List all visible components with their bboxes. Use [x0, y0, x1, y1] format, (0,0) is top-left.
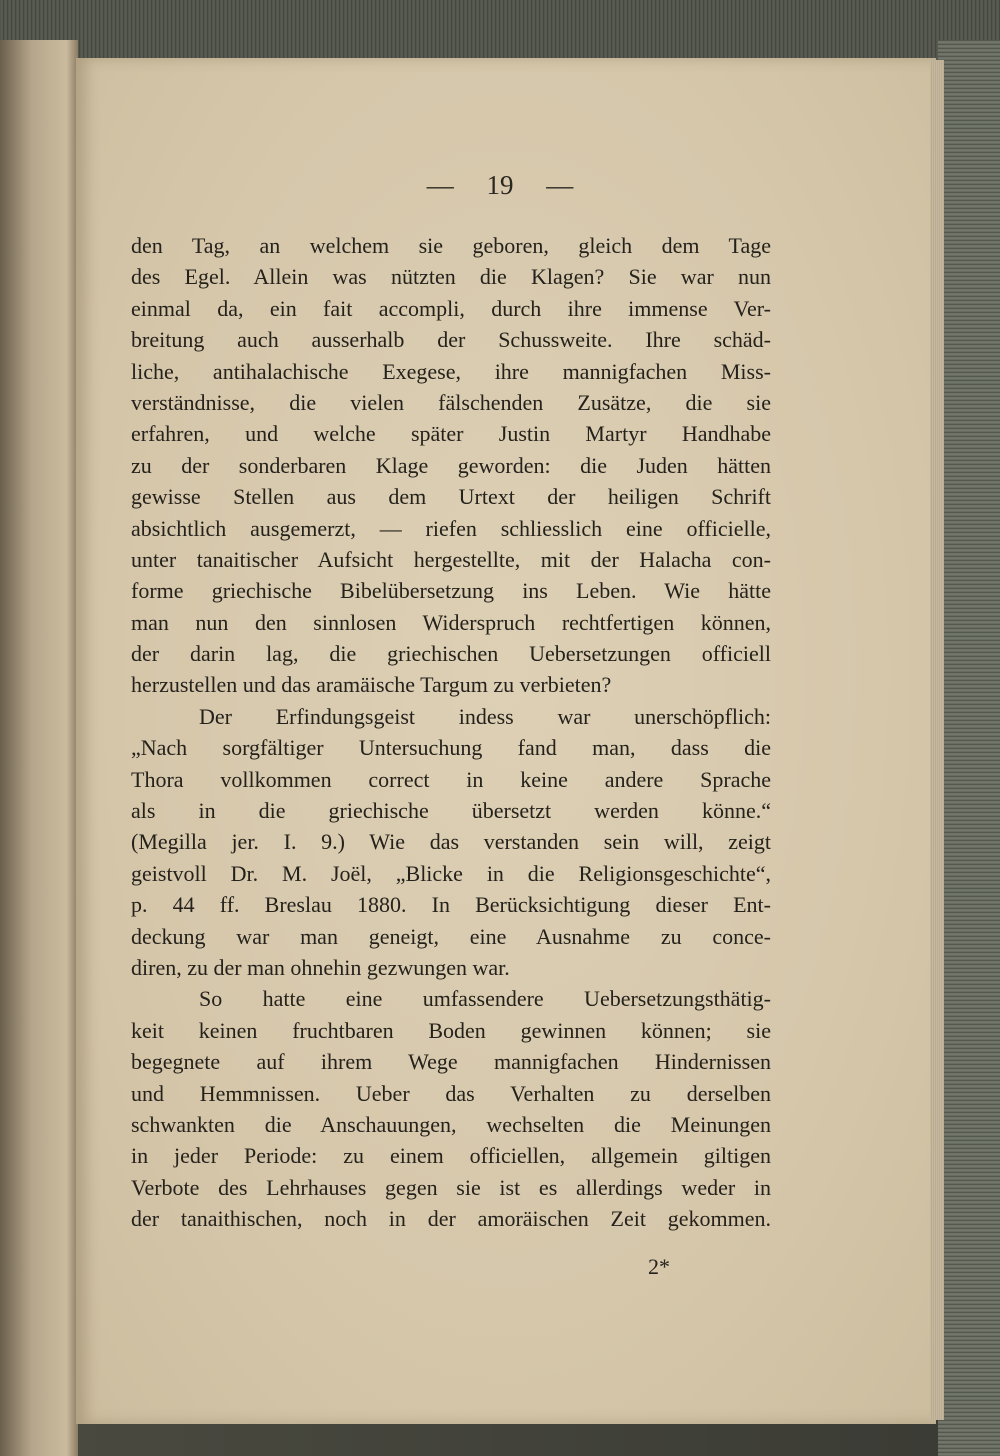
text-line: einmal da, ein fait accompli, durch ihre immense Ver- — [131, 295, 771, 321]
header-dash-right: — — [546, 170, 574, 200]
text-line: liche, antihalachische Exegese, ihre mannigfachen Miss- — [131, 358, 771, 384]
text-line: herzustellen und das aramäische Targum zu verbieten? — [131, 672, 612, 698]
book-right-cover — [938, 40, 1000, 1456]
text-line: unter tanaitischer Aufsicht hergestellte, mit der Halacha con- — [131, 546, 771, 572]
text-line: der tanaithischen, noch in der amoräischen Zeit gekommen. — [131, 1206, 771, 1232]
text-line: absichtlich ausgemerzt, — riefen schliesslich eine officielle, — [131, 515, 771, 541]
body-text — [131, 230, 771, 1235]
book-left-board — [0, 40, 78, 1456]
page-number: 19 — [486, 170, 514, 200]
text-line: schwankten die Anschauungen, wechselten die Meinungen — [131, 1111, 771, 1137]
text-line: Der Erfindungsgeist indess war unerschöpflich: — [199, 703, 771, 729]
text-line: „Nach sorgfältiger Untersuchung fand man, dass die — [131, 735, 771, 761]
text-line: begegnete auf ihrem Wege mannigfachen Hindernissen — [131, 1049, 771, 1075]
text-line: der darin lag, die griechischen Uebersetzungen officiell — [131, 641, 771, 667]
text-line: p. 44 ff. Breslau 1880. In Berücksichtigung dieser Ent- — [131, 892, 771, 918]
text-line: Thora vollkommen correct in keine andere Sprache — [131, 766, 771, 792]
text-line: in jeder Periode: zu einem officiellen, allgemein giltigen — [131, 1143, 771, 1169]
text-line: diren, zu der man ohnehin gezwungen war. — [131, 954, 510, 980]
text-line: gewisse Stellen aus dem Urtext der heiligen Schrift — [131, 484, 771, 510]
text-line: den Tag, an welchem sie geboren, gleich dem Tage — [131, 233, 771, 258]
text-line: deckung war man geneigt, eine Ausnahme zu conce- — [131, 923, 771, 949]
text-line: breitung auch ausserhalb der Schussweite. Ihre schäd- — [131, 327, 771, 353]
text-line: man nun den sinnlosen Widerspruch rechtfertigen können, — [131, 609, 771, 635]
page-edges — [930, 60, 944, 1420]
header-dash-left: — — [426, 170, 454, 200]
text-line: des Egel. Allein was nützten die Klagen? Sie war nun — [131, 264, 771, 290]
text-line: (Megilla jer. I. 9.) Wie das verstanden sein will, zeigt — [131, 829, 771, 855]
text-line: verständnisse, die vielen fälschenden Zusätze, die sie — [131, 389, 771, 415]
text-line: So hatte eine umfassendere Uebersetzungsthätig- — [199, 986, 771, 1012]
text-line: zu der sonderbaren Klage geworden: die Juden hätten — [131, 452, 771, 478]
text-line: als in die griechische übersetzt werden könne.“ — [131, 798, 771, 824]
text-line: geistvoll Dr. M. Joël, „Blicke in die Religionsgeschichte“, — [131, 860, 771, 886]
text-line: erfahren, und welche später Justin Martyr Handhabe — [131, 421, 771, 447]
text-line: und Hemmnissen. Ueber das Verhalten zu derselben — [131, 1080, 771, 1106]
page-header — [0, 170, 1000, 201]
text-line: forme griechische Bibelübersetzung ins Leben. Wie hätte — [131, 578, 771, 604]
text-line: keit keinen fruchtbaren Boden gewinnen können; sie — [131, 1017, 771, 1043]
text-line: Verbote des Lehrhauses gegen sie ist es allerdings weder in — [131, 1174, 771, 1200]
signature-mark: 2* — [648, 1254, 670, 1279]
